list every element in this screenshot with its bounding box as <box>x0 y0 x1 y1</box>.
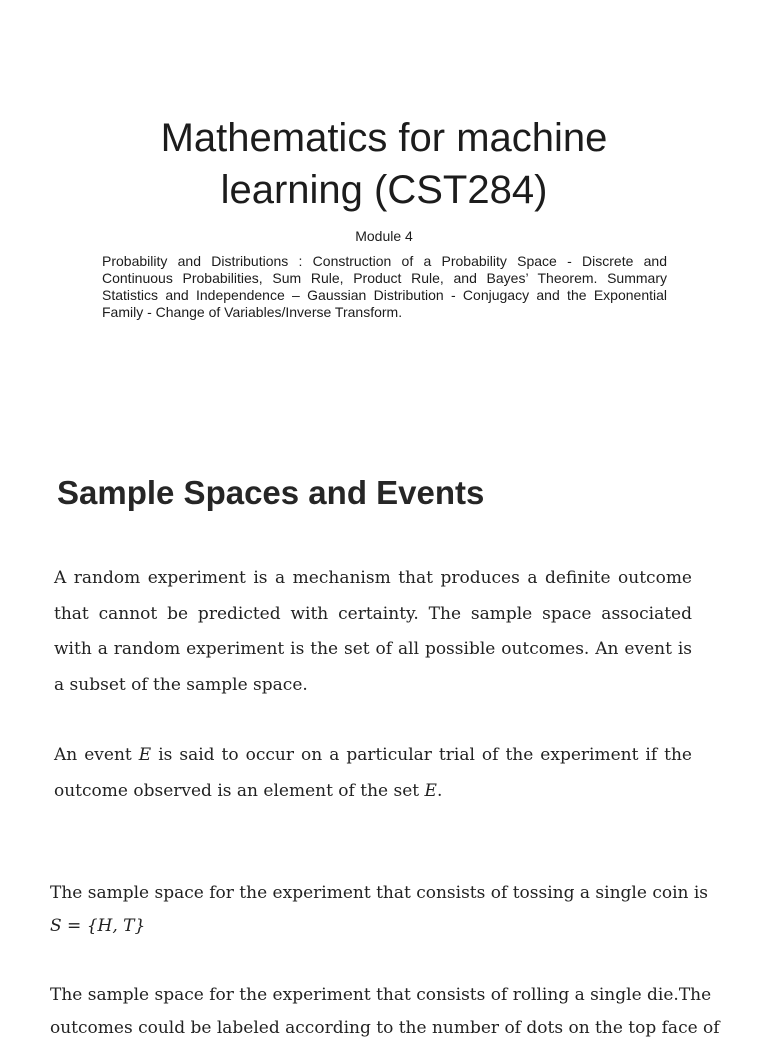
die-example-continued: outcomes could be labeled according to the number of dots on the top face of <box>50 1018 720 1038</box>
event-variable: E <box>138 745 152 765</box>
slide-title-line2: learning (CST284) <box>220 168 548 212</box>
paragraph2-end: . <box>436 780 443 801</box>
coin-example-text: The sample space for the experiment that consists of tossing a single coin is <box>50 883 709 903</box>
paragraph2-pre: An event <box>54 745 139 765</box>
coin-example <box>50 877 730 943</box>
slide-title <box>0 112 768 216</box>
paragraph2-mid: is said to occur on a particular trial of the experiment if the outcome observed is an element of the set <box>54 745 692 801</box>
event-variable-set: E <box>424 780 437 801</box>
paragraph-event-occurs <box>54 738 692 809</box>
die-example <box>50 979 730 1045</box>
coin-sample-space: S = {H, T} <box>50 916 146 936</box>
module-label: Module 4 <box>355 228 413 244</box>
paragraph-random-experiment: A random experiment is a mechanism that produces a definite outcome that cannot be predicted with certainty. The sample space associated with a random experiment is the set of all possible outcomes. An event is a subset of the sample space. <box>54 568 692 695</box>
syllabus-text: Probability and Distributions : Construction of a Probability Space - Discrete and Continuous Probabilities, Sum Rule, Product Rule, and Bayes’ Theorem. Summary Statistics and Independence – Gaussian Distribution - Conjugacy and the Exponential Family - Change of Variables/Inverse Transform. <box>102 253 667 320</box>
slide-title-line1: Mathematics for machine <box>160 116 608 160</box>
section-heading: Sample Spaces and Events <box>57 474 485 511</box>
die-example-text: The sample space for the experiment that consists of rolling a single die.The <box>50 985 712 1005</box>
